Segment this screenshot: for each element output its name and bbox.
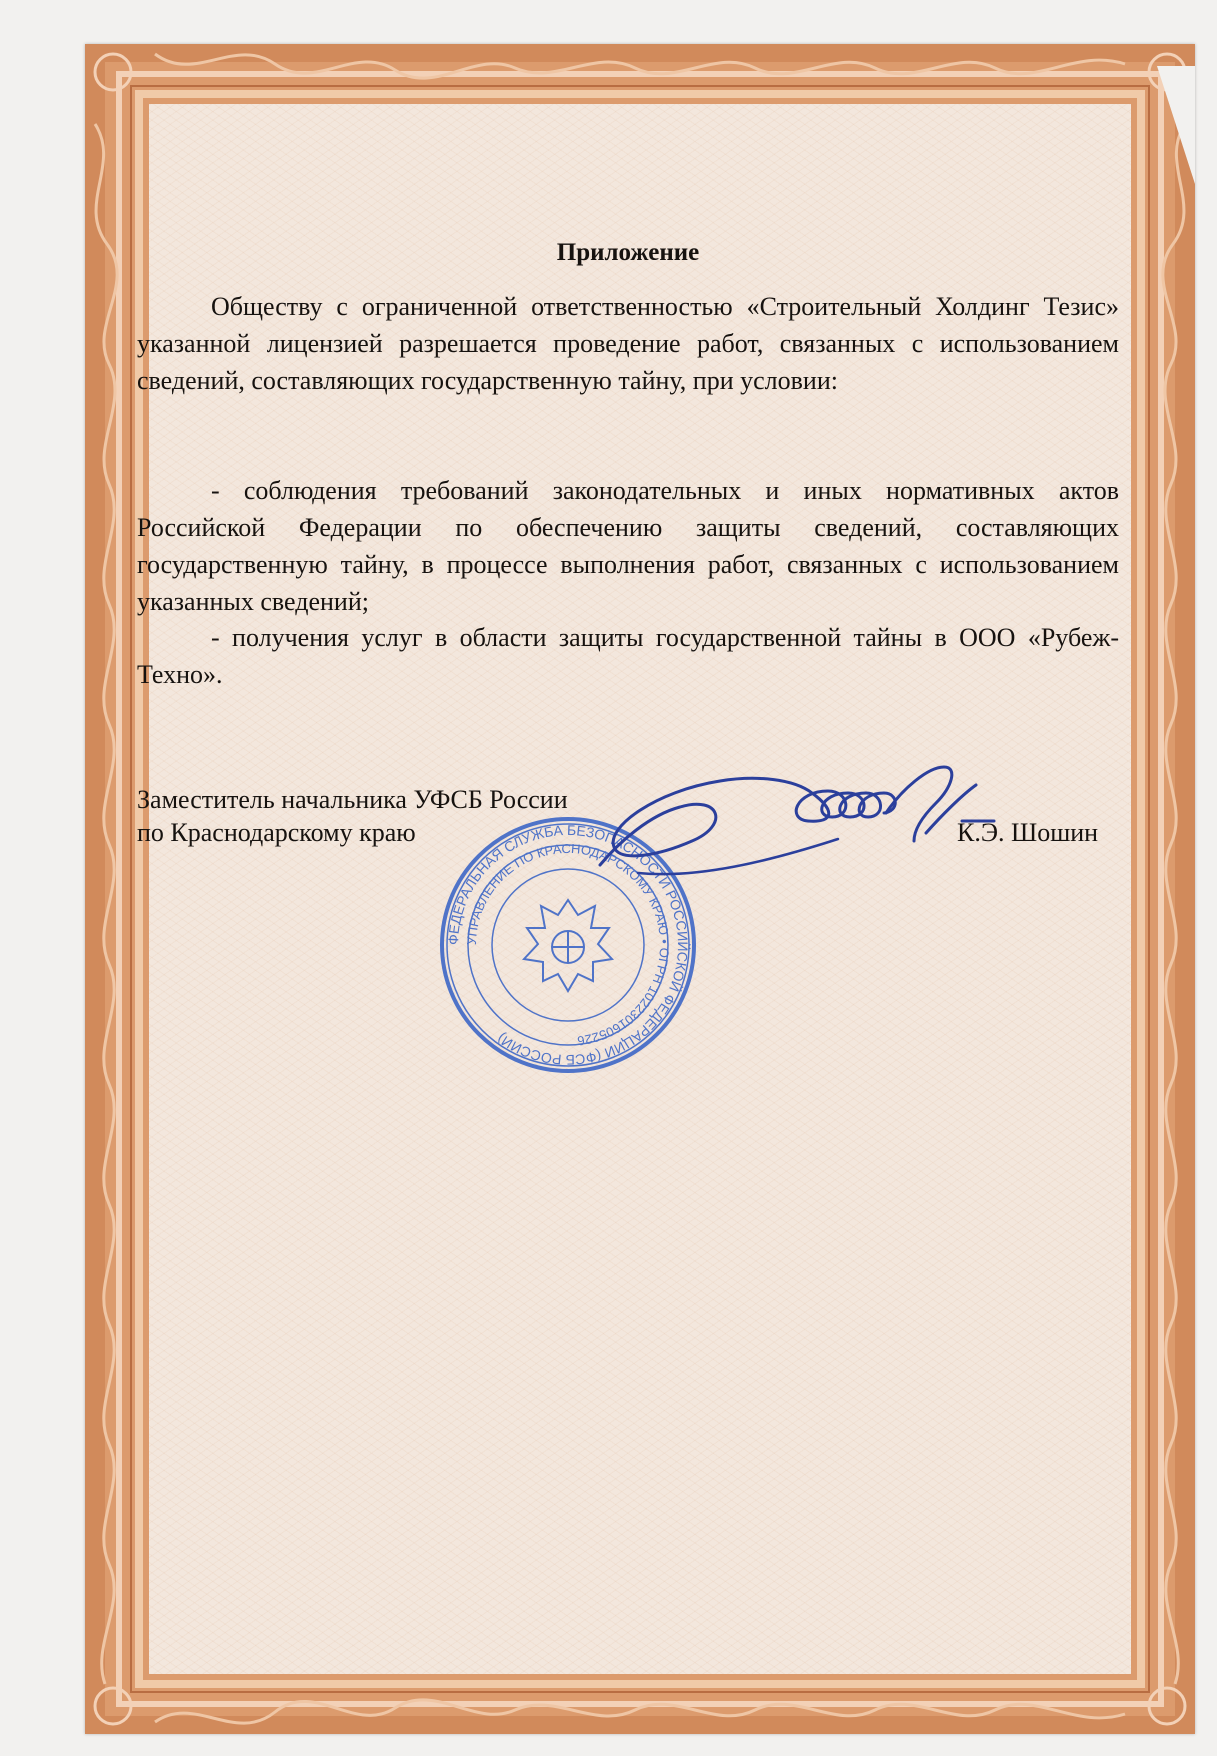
condition-paragraph-2: - получения услуг в области защиты государственной тайны в ООО «Рубеж-Техно». [137, 623, 1119, 689]
stamp-inner-text: УПРАВЛЕНИЕ ПО КРАСНОДАРСКОМУ КРАЮ • ОГРН 1022301605226 [463, 840, 673, 1049]
document-heading: Приложение [556, 239, 700, 266]
signature [580, 745, 1010, 895]
stamp-outer-text: ФЕДЕРАЛЬНАЯ СЛУЖБА БЕЗОПАСНОСТИ РОССИЙСКОЙ ФЕДЕРАЦИИ (ФСБ РОССИИ) [444, 821, 692, 1069]
signatory-title-line-2: по Краснодарскому краю [137, 818, 416, 847]
signer-name: К.Э. Шошин [957, 818, 1099, 847]
intro-paragraph: Обществу с ограниченной ответственностью «Строительный Холдинг Тезис» указанной лицензией разрешается проведение работ, связанных с использованием сведений, составляющих государственную тайну, при условии: [137, 292, 1119, 395]
eagle-emblem-icon [524, 900, 612, 991]
signatory-title-line-1: Заместитель начальника УФСБ России [137, 785, 568, 814]
condition-paragraph-1: - соблюдения требований законодательных и иных нормативных актов Российской Федерации по обеспечению защиты сведений, составляющих государственную тайну, в процессе выполнения работ, связанных с использованием указанных сведений; [137, 476, 1119, 616]
